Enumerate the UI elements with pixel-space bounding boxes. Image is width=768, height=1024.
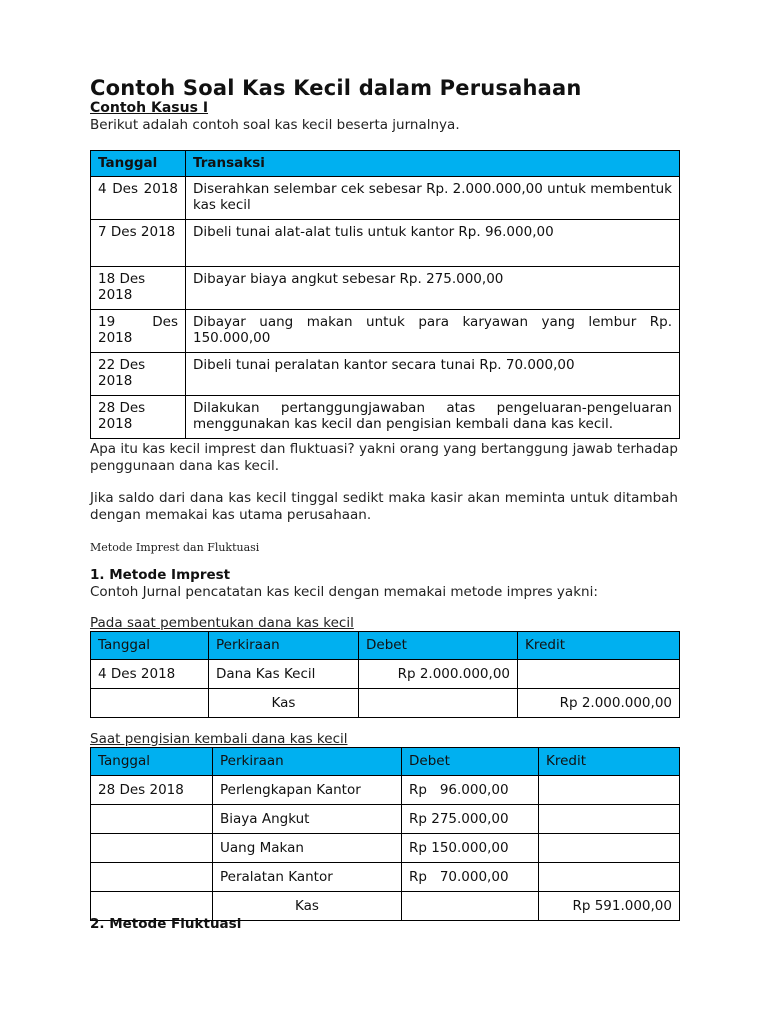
row-date: 28 Des 2018 <box>91 396 186 439</box>
cell-date <box>91 834 213 863</box>
cell-credit <box>539 834 680 863</box>
table-row <box>91 805 680 834</box>
cell-debit <box>359 689 518 718</box>
paragraph-saldo: Jika saldo dari dana kas kecil tinggal sedikt maka kasir akan meminta untuk ditambah dengan memakai kas utama perusahaan. <box>90 490 678 523</box>
intro-text: Berikut adalah contoh soal kas kecil beserta jurnalnya. <box>90 117 460 133</box>
table-row <box>91 776 680 805</box>
table-row <box>91 689 680 718</box>
col-header-transaksi: Transaksi <box>186 151 680 177</box>
cell-date <box>91 805 213 834</box>
section-imprest-heading: 1. Metode Imprest <box>90 567 231 583</box>
col-header-debet: Debet <box>359 632 518 660</box>
col-header-perkiraan: Perkiraan <box>209 632 359 660</box>
cell-account: Perlengkapan Kantor <box>213 776 402 805</box>
table-row <box>91 396 680 439</box>
cell-credit: Rp 2.000.000,00 <box>518 689 680 718</box>
section-fluktuasi-heading: 2. Metode Fluktuasi <box>90 916 242 932</box>
row-transaction: Diserahkan selembar cek sebesar Rp. 2.000.000,00 untuk membentuk kas kecil <box>186 177 680 220</box>
row-date: 4 Des 2018 <box>91 177 186 220</box>
journal-table-pembentukan <box>90 631 680 718</box>
cell-date: 28 Des 2018 <box>91 776 213 805</box>
transactions-table <box>90 150 680 439</box>
journal-table-pengisian <box>90 747 680 921</box>
cell-account: Peralatan Kantor <box>213 863 402 892</box>
col-header-kredit: Kredit <box>518 632 680 660</box>
cell-debit: Rp 2.000.000,00 <box>359 660 518 689</box>
table-row <box>91 863 680 892</box>
col-header-tanggal: Tanggal <box>91 748 213 776</box>
cell-account: Uang Makan <box>213 834 402 863</box>
cell-debit <box>402 892 539 921</box>
row-transaction: Dilakukan pertanggungjawaban atas pengeluaran-pengeluaran menggunakan kas kecil dan pengisian kembali dana kas kecil. <box>186 396 680 439</box>
table-caption-pembentukan: Pada saat pembentukan dana kas kecil <box>90 615 354 631</box>
cell-credit <box>539 805 680 834</box>
case-subtitle: Contoh Kasus I <box>90 100 209 116</box>
col-header-perkiraan: Perkiraan <box>213 748 402 776</box>
cell-debit: Rp 150.000,00 <box>402 834 539 863</box>
cell-date <box>91 689 209 718</box>
cell-account: Dana Kas Kecil <box>209 660 359 689</box>
table-row <box>91 267 680 310</box>
row-date: 18 Des 2018 <box>91 267 186 310</box>
table-row <box>91 310 680 353</box>
cell-credit <box>539 863 680 892</box>
row-transaction: Dibayar biaya angkut sebesar Rp. 275.000,00 <box>186 267 680 310</box>
cell-account: Kas <box>213 892 402 921</box>
cell-date <box>91 863 213 892</box>
cell-account: Kas <box>209 689 359 718</box>
cell-debit: Rp 96.000,00 <box>402 776 539 805</box>
cell-account: Biaya Angkut <box>213 805 402 834</box>
table-row <box>91 660 680 689</box>
paragraph-imprest-question: Apa itu kas kecil imprest dan fluktuasi? yakni orang yang bertanggung jawab terhadap penggunaan dana kas kecil. <box>90 441 678 474</box>
row-transaction: Dibeli tunai alat-alat tulis untuk kantor Rp. 96.000,00 <box>186 220 680 267</box>
table-row <box>91 353 680 396</box>
table-row <box>91 177 680 220</box>
col-header-kredit: Kredit <box>539 748 680 776</box>
cell-date: 4 Des 2018 <box>91 660 209 689</box>
cell-credit <box>539 776 680 805</box>
col-header-debet: Debet <box>402 748 539 776</box>
table-row <box>91 834 680 863</box>
col-header-tanggal: Tanggal <box>91 632 209 660</box>
row-date: 22 Des 2018 <box>91 353 186 396</box>
col-header-tanggal: Tanggal <box>91 151 186 177</box>
table-caption-pengisian: Saat pengisian kembali dana kas kecil <box>90 731 348 747</box>
cell-debit: Rp 70.000,00 <box>402 863 539 892</box>
row-date: 19 Des 2018 <box>91 310 186 353</box>
row-transaction: Dibayar uang makan untuk para karyawan yang lembur Rp. 150.000,00 <box>186 310 680 353</box>
row-date: 7 Des 2018 <box>91 220 186 267</box>
section-imprest-text: Contoh Jurnal pencatatan kas kecil dengan memakai metode impres yakni: <box>90 584 598 600</box>
method-caption: Metode Imprest dan Fluktuasi <box>90 541 260 554</box>
row-transaction: Dibeli tunai peralatan kantor secara tunai Rp. 70.000,00 <box>186 353 680 396</box>
cell-debit: Rp 275.000,00 <box>402 805 539 834</box>
table-row <box>91 220 680 267</box>
page-title: Contoh Soal Kas Kecil dalam Perusahaan <box>90 76 582 100</box>
cell-credit <box>518 660 680 689</box>
cell-credit: Rp 591.000,00 <box>539 892 680 921</box>
